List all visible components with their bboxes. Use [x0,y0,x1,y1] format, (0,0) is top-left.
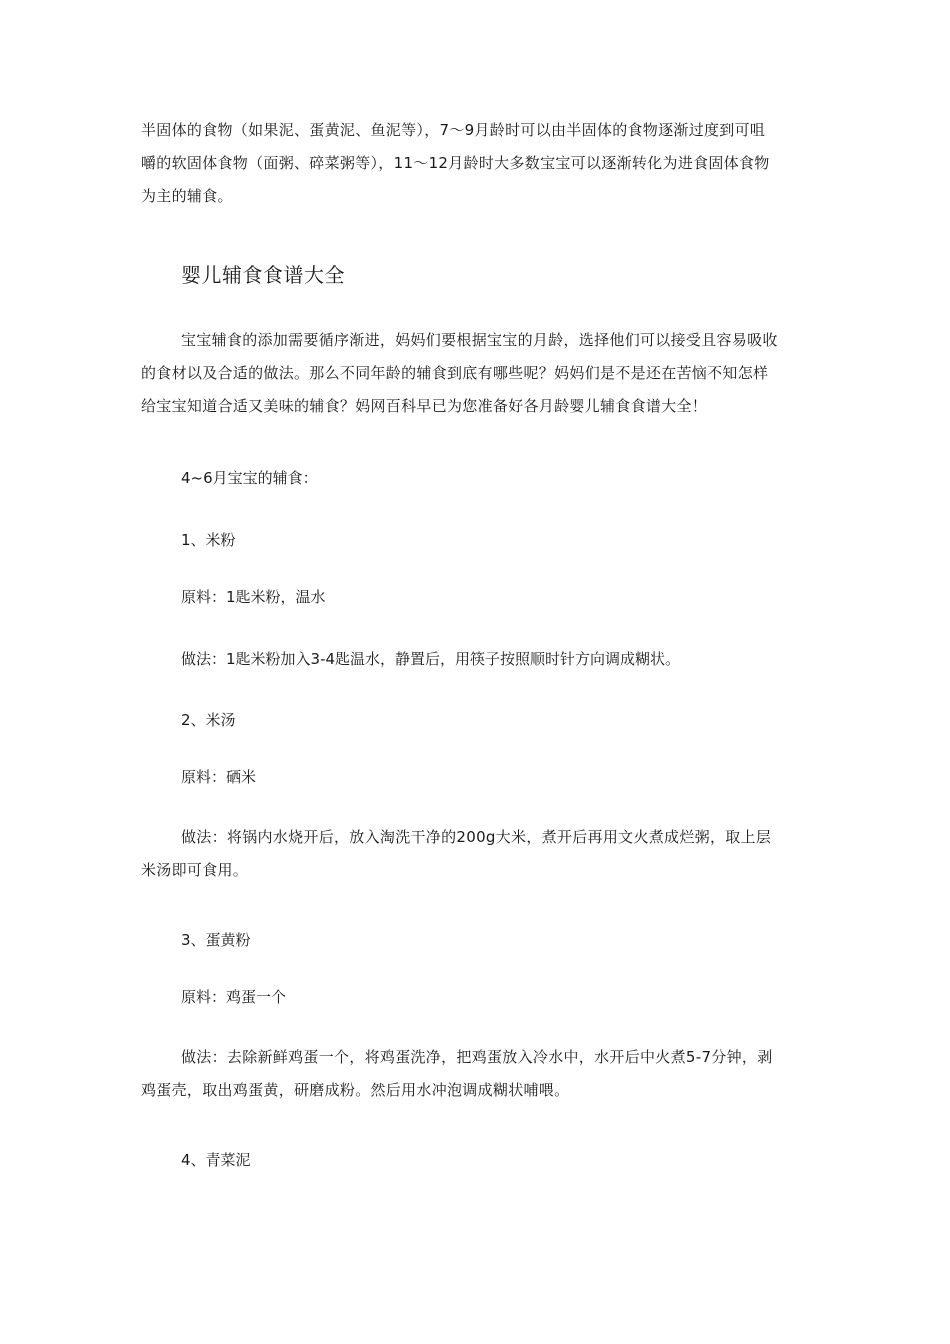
intro-line: 半固体的食物（如果泥、蛋黄泥、鱼泥等），7～9月龄时可以由半固体的食物逐渐过度到可咀 [141,121,766,139]
recipe-method [141,1041,813,1107]
recipe-title: 4、青菜泥 [181,1151,251,1169]
recipe-title: 1、米粉 [181,531,236,549]
intro-line: 嚼的软固体食物（面粥、碎菜粥等），11～12月龄时大多数宝宝可以逐渐转化为进食固体食物 [141,154,770,172]
recipe-ingredients: 原料：硒米 [181,768,257,786]
summary-paragraph [141,324,813,423]
recipe-ingredients: 原料：1匙米粉，温水 [181,588,326,606]
method-line: 米汤即可食用。 [141,861,249,879]
method-line: 鸡蛋壳，取出鸡蛋黄，研磨成粉。然后用水冲泡调成糊状哺喂。 [141,1081,570,1099]
recipe-method [141,821,813,887]
summary-line: 给宝宝知道合适又美味的辅食？妈网百科早已为您准备好各月龄婴儿辅食食谱大全！ [141,397,708,415]
method-line: 做法：将锅内水烧开后，放入淘洗干净的200g大米，煮开后再用文火煮成烂粥，取上层 [181,828,772,846]
recipe-method: 做法：1匙米粉加入3-4匙温水，静置后，用筷子按照顺时针方向调成糊状。 [181,650,681,668]
age-heading: 4~6月宝宝的辅食： [181,469,318,487]
summary-line: 的食材以及合适的做法。那么不同年龄的辅食到底有哪些呢？妈妈们是不是还在苦恼不知怎样 [141,364,769,382]
summary-line: 宝宝辅食的添加需要循序渐进，妈妈们要根据宝宝的月龄，选择他们可以接受且容易吸收 [181,331,778,349]
recipe-title: 3、蛋黄粉 [181,931,251,949]
method-line: 做法：去除新鲜鸡蛋一个，将鸡蛋洗净，把鸡蛋放入冷水中，水开后中火煮5-7分钟，剥 [181,1048,773,1066]
recipe-ingredients: 原料：鸡蛋一个 [181,988,287,1006]
intro-line: 为主的辅食。 [141,187,233,205]
section-title: 婴儿辅食食谱大全 [181,263,345,287]
intro-paragraph [141,114,813,213]
recipe-title: 2、米汤 [181,711,236,729]
